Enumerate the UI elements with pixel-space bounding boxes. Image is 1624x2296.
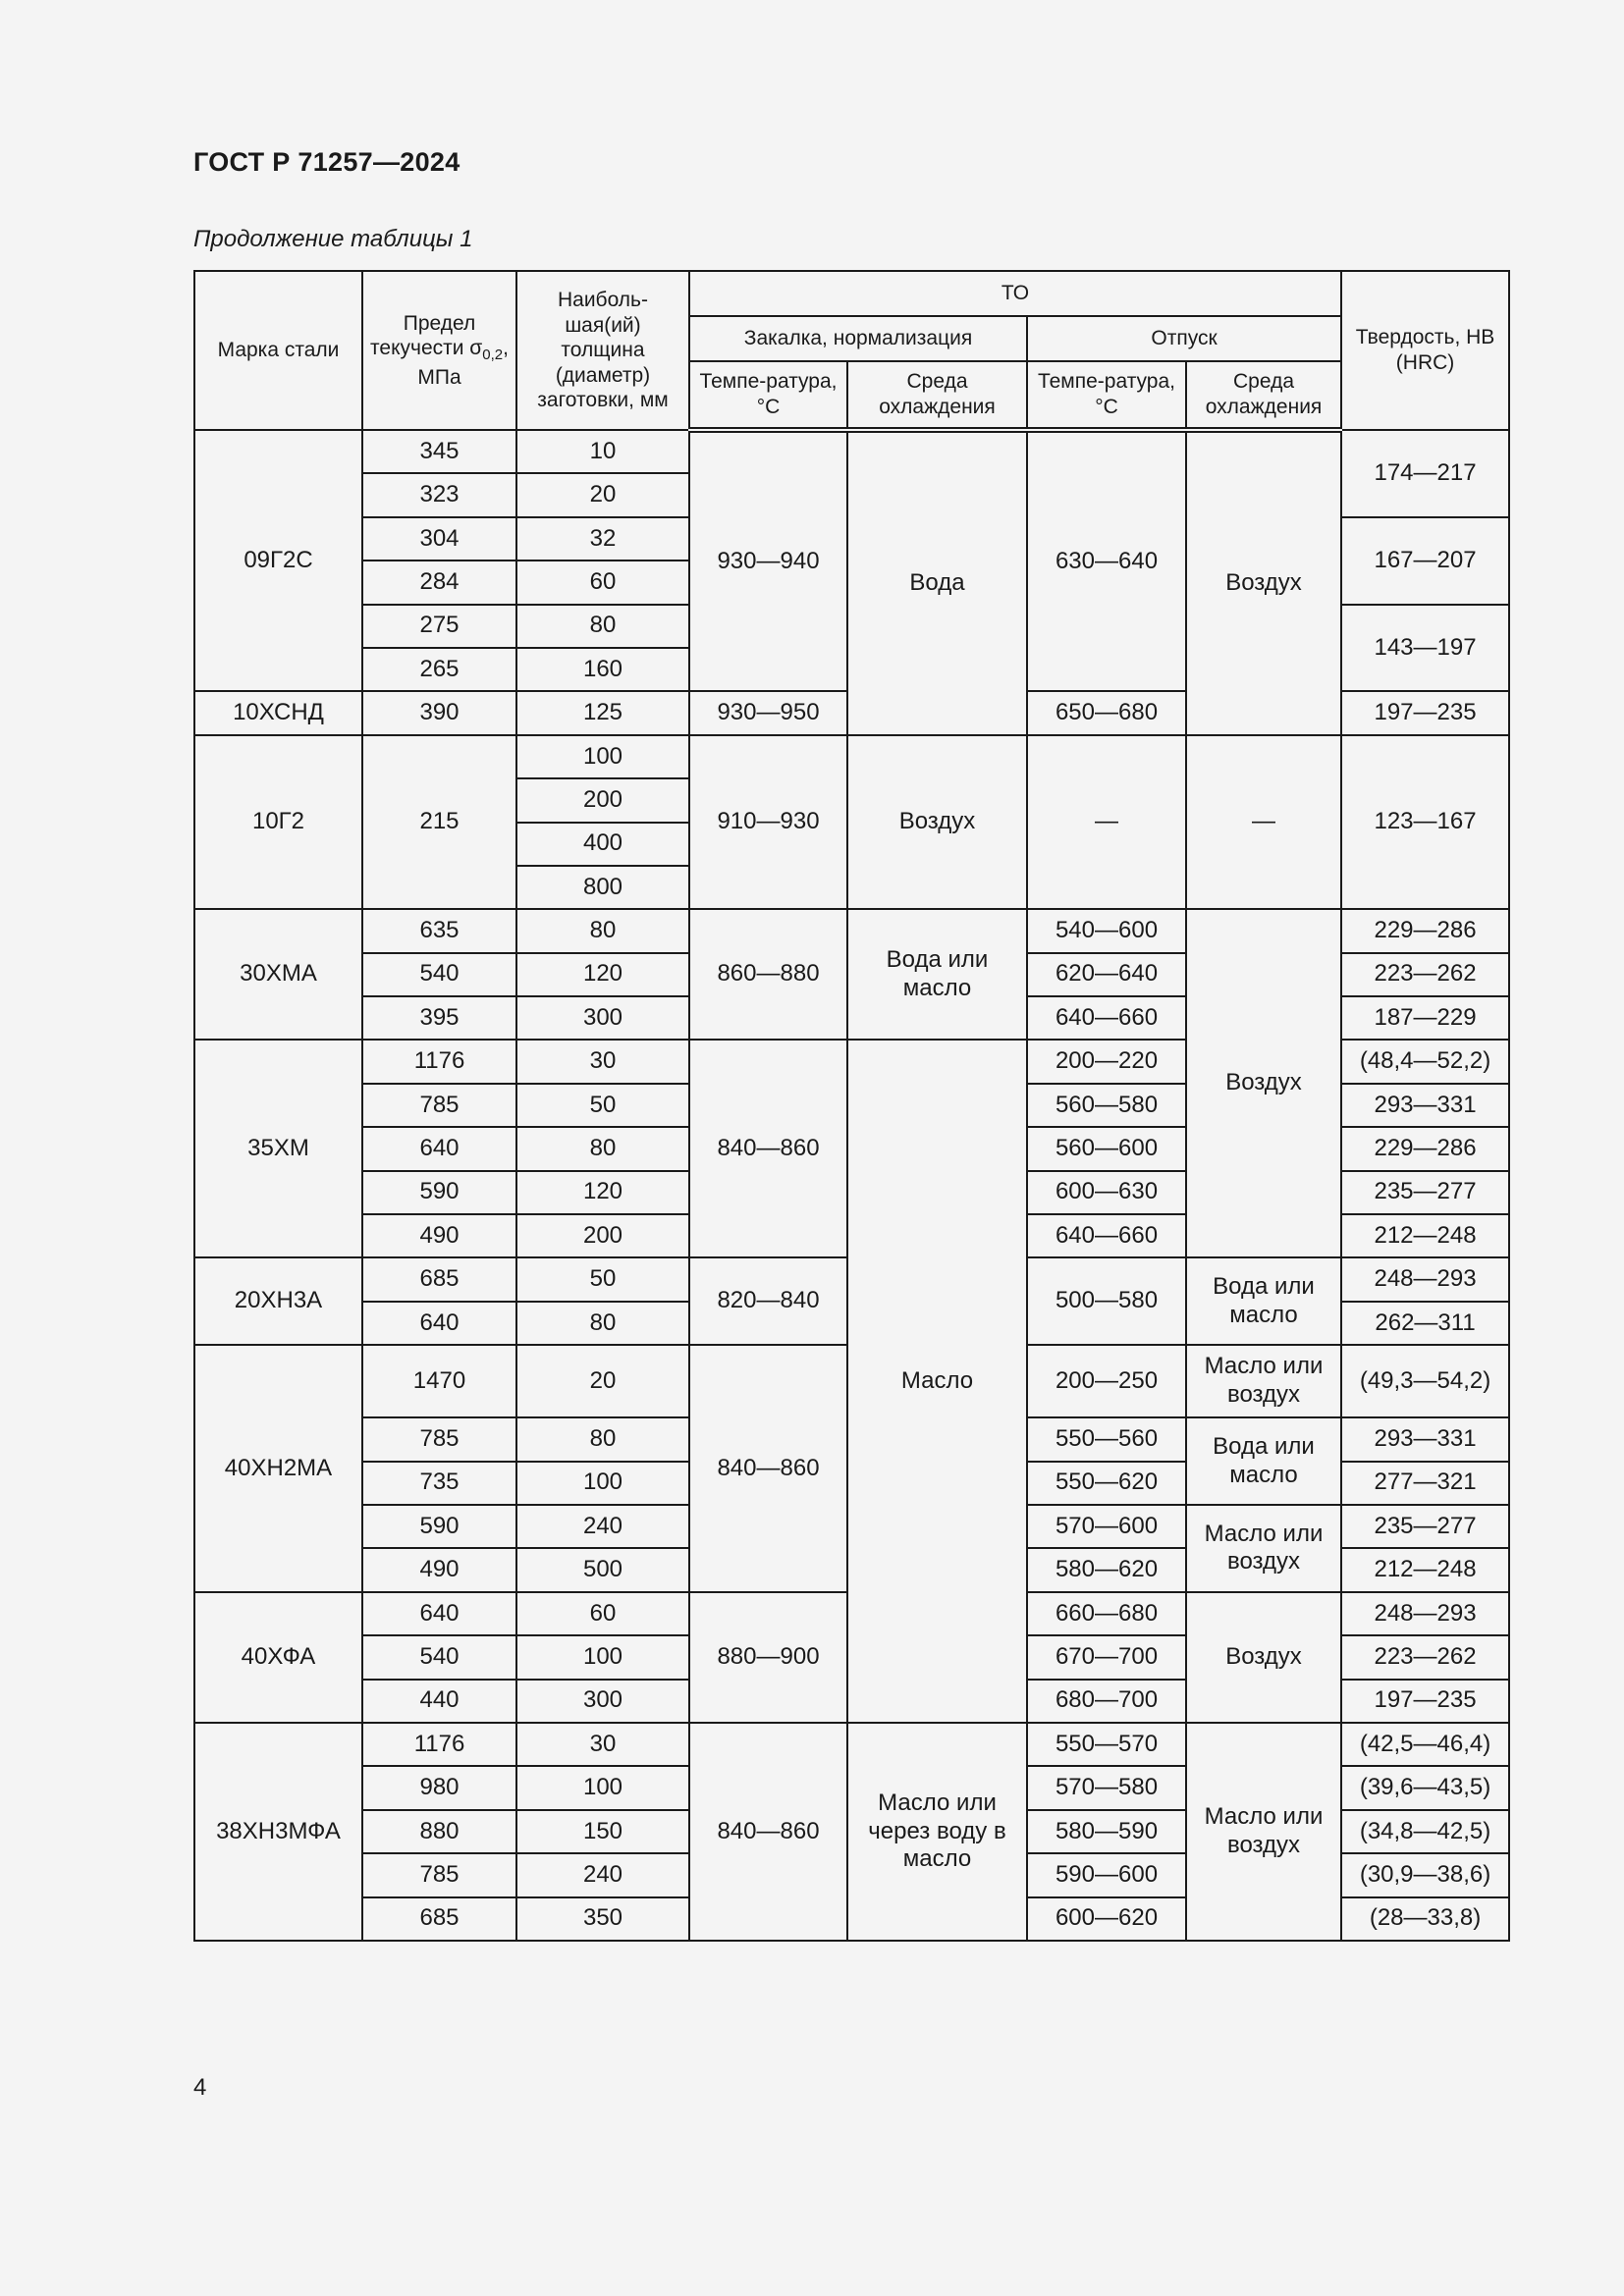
yield-cell: 440 [362,1680,516,1723]
hardness-cell: 229—286 [1341,909,1509,952]
thickness-cell: 32 [516,517,689,561]
grade-cell: 30ХМА [194,909,362,1040]
yield-cell: 735 [362,1462,516,1505]
quench-medium-cell: Воздух [847,735,1027,910]
yield-cell: 685 [362,1897,516,1941]
thickness-cell: 200 [516,778,689,822]
yield-cell: 275 [362,605,516,648]
temper-temp-cell: 670—700 [1027,1635,1186,1679]
temper-medium-cell: — [1186,735,1341,910]
grade-cell: 10ХСНД [194,691,362,734]
temper-medium-cell: Воздух [1186,1592,1341,1723]
temper-temp-cell: 650—680 [1027,691,1186,734]
hardness-cell: (34,8—42,5) [1341,1810,1509,1853]
thickness-cell: 100 [516,735,689,778]
hardness-cell: 277—321 [1341,1462,1509,1505]
hardness-cell: (39,6—43,5) [1341,1766,1509,1809]
thickness-cell: 100 [516,1766,689,1809]
temper-temp-cell: 640—660 [1027,1214,1186,1257]
grade-cell: 10Г2 [194,735,362,910]
quench-medium-cell: Вода [847,430,1027,735]
quench-temp-cell: 860—880 [689,909,847,1040]
thickness-cell: 240 [516,1505,689,1548]
thickness-cell: 100 [516,1635,689,1679]
temper-temp-cell: 580—620 [1027,1548,1186,1591]
thickness-cell: 120 [516,953,689,996]
grade-cell: 20ХН3А [194,1257,362,1345]
hardness-cell: 223—262 [1341,953,1509,996]
temper-temp-cell: 550—570 [1027,1723,1186,1766]
hardness-cell: (48,4—52,2) [1341,1040,1509,1083]
thickness-cell: 300 [516,1680,689,1723]
hardness-cell: 187—229 [1341,996,1509,1040]
quench-temp-cell: 930—940 [689,430,847,691]
temper-temp-cell: 550—560 [1027,1417,1186,1461]
temper-temp-cell: 620—640 [1027,953,1186,996]
hardness-cell: 123—167 [1341,735,1509,910]
temper-medium-cell: Масло или воздух [1186,1505,1341,1592]
yield-cell: 390 [362,691,516,734]
thickness-cell: 60 [516,561,689,604]
temper-medium-cell: Масло или воздух [1186,1345,1341,1417]
yield-cell: 490 [362,1548,516,1591]
thickness-cell: 80 [516,1302,689,1345]
yield-cell: 640 [362,1302,516,1345]
temper-temp-cell: 680—700 [1027,1680,1186,1723]
temper-temp-cell: 630—640 [1027,430,1186,691]
header-temper: Отпуск [1027,316,1341,361]
hardness-cell: 235—277 [1341,1505,1509,1548]
header-hardness: Твердость, HB (HRC) [1341,271,1509,430]
hardness-cell: 293—331 [1341,1084,1509,1127]
temper-temp-cell: 540—600 [1027,909,1186,952]
temper-temp-cell: 590—600 [1027,1853,1186,1896]
yield-cell: 640 [362,1127,516,1170]
hardness-cell: 174—217 [1341,430,1509,517]
header-thickness: Наиболь-шая(ий) толщина (диаметр) заготовки, мм [516,271,689,430]
grade-cell: 09Г2С [194,430,362,691]
thickness-cell: 60 [516,1592,689,1635]
quench-temp-cell: 820—840 [689,1257,847,1345]
temper-temp-cell: 660—680 [1027,1592,1186,1635]
header-yield: Предел текучести $\sigma_{0,2}$, МПа [362,271,516,430]
temper-temp-cell: 500—580 [1027,1257,1186,1345]
yield-cell: 785 [362,1417,516,1461]
grade-cell: 40ХН2МА [194,1345,362,1592]
thickness-cell: 160 [516,648,689,691]
temper-temp-cell: 200—250 [1027,1345,1186,1417]
thickness-cell: 80 [516,605,689,648]
quench-medium-cell: Масло или через воду в масло [847,1723,1027,1941]
yield-cell: 304 [362,517,516,561]
thickness-cell: 30 [516,1723,689,1766]
yield-cell: 345 [362,430,516,473]
hardness-cell: 212—248 [1341,1214,1509,1257]
temper-temp-cell: 570—600 [1027,1505,1186,1548]
hardness-cell: 197—235 [1341,1680,1509,1723]
yield-cell: 980 [362,1766,516,1809]
temper-temp-cell: 550—620 [1027,1462,1186,1505]
thickness-cell: 200 [516,1214,689,1257]
quench-temp-cell: 910—930 [689,735,847,910]
grade-cell: 38ХН3МФА [194,1723,362,1941]
yield-cell: 880 [362,1810,516,1853]
temper-temp-cell: 640—660 [1027,996,1186,1040]
yield-cell: 785 [362,1084,516,1127]
hardness-cell: 262—311 [1341,1302,1509,1345]
yield-cell: 640 [362,1592,516,1635]
thickness-cell: 100 [516,1462,689,1505]
yield-cell: 785 [362,1853,516,1896]
header-to: ТО [689,271,1341,316]
thickness-cell: 240 [516,1853,689,1896]
temper-temp-cell: 560—600 [1027,1127,1186,1170]
yield-cell: 1176 [362,1040,516,1083]
hardness-cell: (49,3—54,2) [1341,1345,1509,1417]
thickness-cell: 50 [516,1084,689,1127]
hardness-cell: 248—293 [1341,1257,1509,1301]
yield-cell: 284 [362,561,516,604]
header-quench: Закалка, нормализация [689,316,1027,361]
thickness-cell: 400 [516,823,689,866]
quench-temp-cell: 840—860 [689,1345,847,1592]
grade-cell: 35ХМ [194,1040,362,1257]
yield-cell: 590 [362,1505,516,1548]
temper-medium-cell: Вода или масло [1186,1257,1341,1345]
hardness-cell: 143—197 [1341,605,1509,692]
thickness-cell: 500 [516,1548,689,1591]
header-temper-temp: Темпе-ратура, °С [1027,361,1186,430]
header-quench-medium: Среда охлаждения [847,361,1027,430]
temper-temp-cell: — [1027,735,1186,910]
thickness-cell: 125 [516,691,689,734]
temper-temp-cell: 560—580 [1027,1084,1186,1127]
hardness-cell: (30,9—38,6) [1341,1853,1509,1896]
yield-cell: 395 [362,996,516,1040]
thickness-cell: 10 [516,430,689,473]
quench-temp-cell: 930—950 [689,691,847,734]
thickness-cell: 80 [516,1127,689,1170]
document-header: ГОСТ Р 71257—2024 [193,147,460,177]
thickness-cell: 150 [516,1810,689,1853]
grade-cell: 40ХФА [194,1592,362,1723]
yield-cell: 1176 [362,1723,516,1766]
temper-medium-cell: Воздух [1186,909,1341,1257]
temper-temp-cell: 570—580 [1027,1766,1186,1809]
hardness-cell: 223—262 [1341,1635,1509,1679]
yield-cell: 1470 [362,1345,516,1417]
quench-medium-cell: Вода или масло [847,909,1027,1040]
thickness-cell: 50 [516,1257,689,1301]
hardness-cell: 235—277 [1341,1171,1509,1214]
yield-cell: 540 [362,953,516,996]
hardness-cell: 212—248 [1341,1548,1509,1591]
table-caption: Продолжение таблицы 1 [193,226,473,252]
temper-medium-cell: Масло или воздух [1186,1723,1341,1941]
hardness-cell: (28—33,8) [1341,1897,1509,1941]
temper-temp-cell: 600—620 [1027,1897,1186,1941]
yield-cell: 635 [362,909,516,952]
hardness-cell: 229—286 [1341,1127,1509,1170]
yield-cell: 323 [362,473,516,516]
temper-medium-cell: Воздух [1186,430,1341,735]
thickness-cell: 350 [516,1897,689,1941]
header-grade: Марка стали [194,271,362,430]
thickness-cell: 20 [516,1345,689,1417]
thickness-cell: 120 [516,1171,689,1214]
yield-cell: 215 [362,735,516,910]
thickness-cell: 80 [516,1417,689,1461]
header-quench-temp: Темпе-ратура, °С [689,361,847,430]
temper-medium-cell: Вода или масло [1186,1417,1341,1505]
quench-temp-cell: 840—860 [689,1040,847,1257]
thickness-cell: 80 [516,909,689,952]
yield-cell: 685 [362,1257,516,1301]
quench-temp-cell: 880—900 [689,1592,847,1723]
yield-cell: 540 [362,1635,516,1679]
thickness-cell: 300 [516,996,689,1040]
temper-temp-cell: 600—630 [1027,1171,1186,1214]
yield-cell: 490 [362,1214,516,1257]
yield-cell: 590 [362,1171,516,1214]
thickness-cell: 20 [516,473,689,516]
hardness-cell: 293—331 [1341,1417,1509,1461]
hardness-cell: 248—293 [1341,1592,1509,1635]
temper-temp-cell: 580—590 [1027,1810,1186,1853]
thickness-cell: 800 [516,866,689,909]
hardness-cell: 197—235 [1341,691,1509,734]
quench-temp-cell: 840—860 [689,1723,847,1941]
page-number: 4 [193,2074,207,2101]
hardness-cell: 167—207 [1341,517,1509,605]
temper-temp-cell: 200—220 [1027,1040,1186,1083]
steel-heat-treatment-table [193,270,1510,1942]
quench-medium-cell: Масло [847,1040,1027,1722]
hardness-cell: (42,5—46,4) [1341,1723,1509,1766]
yield-cell: 265 [362,648,516,691]
header-temper-medium: Среда охлаждения [1186,361,1341,430]
thickness-cell: 30 [516,1040,689,1083]
